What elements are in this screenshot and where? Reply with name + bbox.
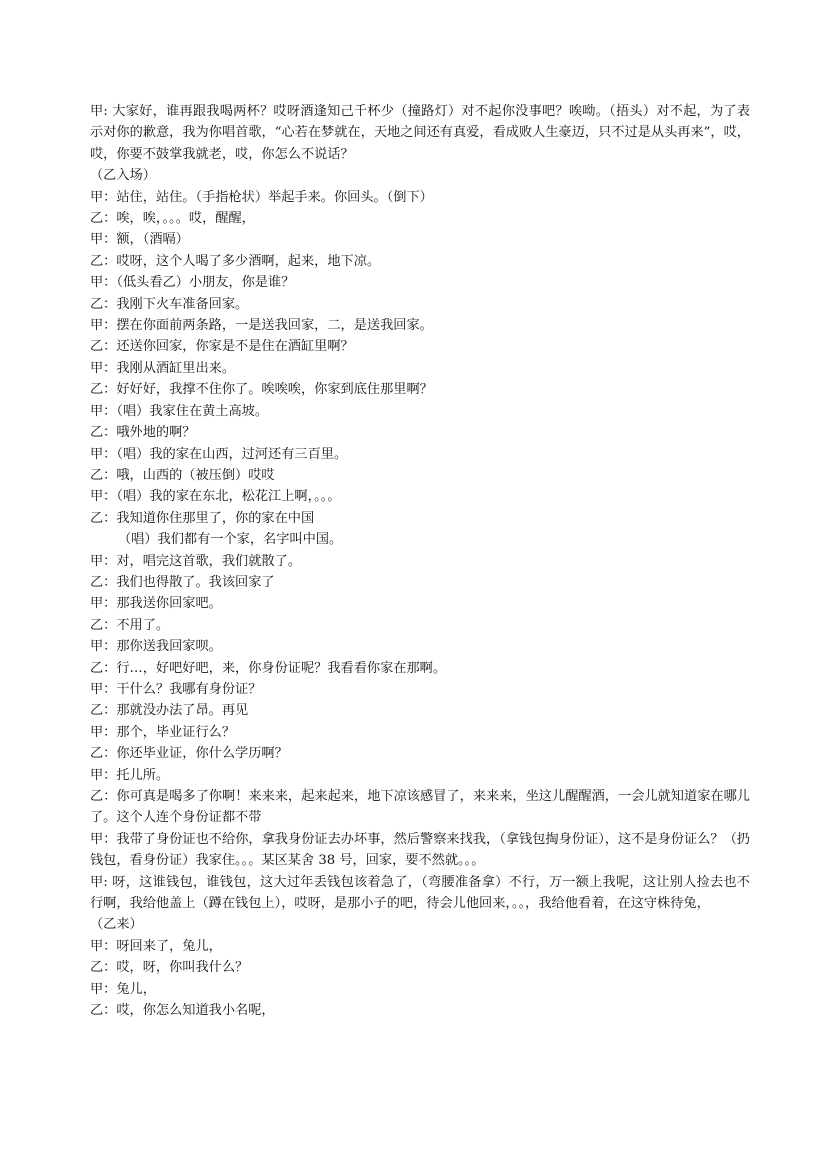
- dialogue-line-17: 乙：我知道你住那里了，你的家在中国: [90, 510, 315, 526]
- dialogue-line-16: 甲：（唱）我的家在东北，松花江上啊，。。。: [90, 489, 341, 505]
- dialogue-line-24: 乙：行…，好吧好吧，来，你身份证呢？我看看你家在那啊。: [90, 660, 447, 676]
- dialogue-line-23: 甲：那你送我回家呗。: [90, 639, 222, 655]
- dialogue-line-13: 乙：哦外地的啊？: [90, 425, 196, 441]
- dialogue-line-27: 甲：那个，毕业证行么？: [90, 724, 236, 740]
- dialogue-line-4: 甲：额，（酒嗝）: [90, 232, 189, 248]
- stage-direction-2: （乙来）: [90, 917, 143, 933]
- dialogue-line-3: 乙：唉，唉，。。。哎，醒醒，: [90, 211, 255, 227]
- dialogue-line-9: 乙：还送你回家，你家是不是住在酒缸里啊？: [90, 339, 354, 355]
- dialogue-line-8: 甲：摆在你面前两条路，一是送我回家，二，是送我回家。: [90, 318, 433, 334]
- dialogue-line-21: 甲：那我送你回家吧。: [90, 596, 222, 612]
- dialogue-line-22: 乙：不用了。: [90, 617, 170, 633]
- dialogue-line-15: 乙：哦，山西的（被压倒）哎哎: [90, 467, 275, 483]
- dialogue-line-25: 甲：干什么？我哪有身份证？: [90, 681, 262, 697]
- dialogue-line-36: 乙：哎，你怎么知道我小名呢，: [90, 1003, 275, 1019]
- dialogue-line-31: 甲：我带了身份证也不给你，拿我身份证去办坏事，然后警察来找我，（拿钱包掏身份证），这不是身份证么？（扔钱包，看身份证）我家住。。。某区某舍 38 号，回家，要不然就。。。: [90, 831, 750, 869]
- dialogue-line-26: 乙：那就没办法了昂。再见: [90, 703, 249, 719]
- dialogue-line-12: 甲：（唱）我家住在黄土高坡。: [90, 403, 269, 419]
- dialogue-line-32: 甲: 呀，这谁钱包，谁钱包，这大过年丢钱包该着急了，（弯腰准备拿）不行，万一额上我呢，这让别人捡去也不行啊，我给他盖上（蹲在钱包上），哎呀，是那小子的吧，待会儿他回来，。。，我给他看着，在这守株待兔，: [90, 874, 750, 912]
- dialogue-line-1: 甲: 大家好，谁再跟我喝两杯？哎呀酒逢知己千杯少（撞路灯）对不起你没事吧？唉呦。（捂头）对不起，为了表示对你的歉意，我为你唱首歌，“心若在梦就在，天地之间还有真爱，看成败人生豪迈，只不过是从头再来”，哎，哎，你要不鼓掌我就老，哎，你怎么不说话？: [90, 104, 750, 162]
- dialogue-line-14: 甲：（唱）我的家在山西，过河还有三百里。: [90, 446, 348, 462]
- dialogue-line-35: 甲：兔儿，: [90, 981, 156, 997]
- dialogue-line-30: 乙：你可真是喝多了你啊！来来来，起来起来，地下凉该感冒了，来来来，坐这儿醒醒酒，一会儿就知道家在哪儿了。这个人连个身份证都不带: [90, 789, 750, 826]
- dialogue-line-29: 甲：托儿所。: [90, 767, 170, 783]
- dialogue-line-7: 乙：我刚下火车准备回家。: [90, 296, 249, 312]
- dialogue-line-5: 乙：哎呀，这个人喝了多少酒啊，起来，地下凉。: [90, 253, 381, 269]
- dialogue-line-33: 甲：呀回来了，兔儿，: [90, 938, 222, 954]
- dialogue-line-20: 乙：我们也得散了。我该回家了: [90, 574, 275, 590]
- dialogue-line-10: 甲：我刚从酒缸里出来。: [90, 360, 236, 376]
- dialogue-line-11: 乙：好好好，我撑不住你了。唉唉唉，你家到底住那里啊？: [90, 382, 433, 398]
- script-page: [90, 101, 750, 1021]
- dialogue-line-34: 乙：哎，呀，你叫我什么？: [90, 960, 249, 976]
- dialogue-line-18: （唱）我们都有一个家，名字叫中国。: [118, 532, 343, 548]
- dialogue-line-6: 甲：（低头看乙）小朋友，你是谁？: [90, 275, 295, 291]
- dialogue-line-19: 甲：对，唱完这首歌，我们就散了。: [90, 553, 301, 569]
- stage-direction-1: （乙入场）: [90, 168, 156, 184]
- dialogue-line-2: 甲：站住，站住。（手指枪状）举起手来。你回头。（倒下）: [90, 189, 433, 205]
- dialogue-line-28: 乙：你还毕业证，你什么学历啊？: [90, 746, 288, 762]
